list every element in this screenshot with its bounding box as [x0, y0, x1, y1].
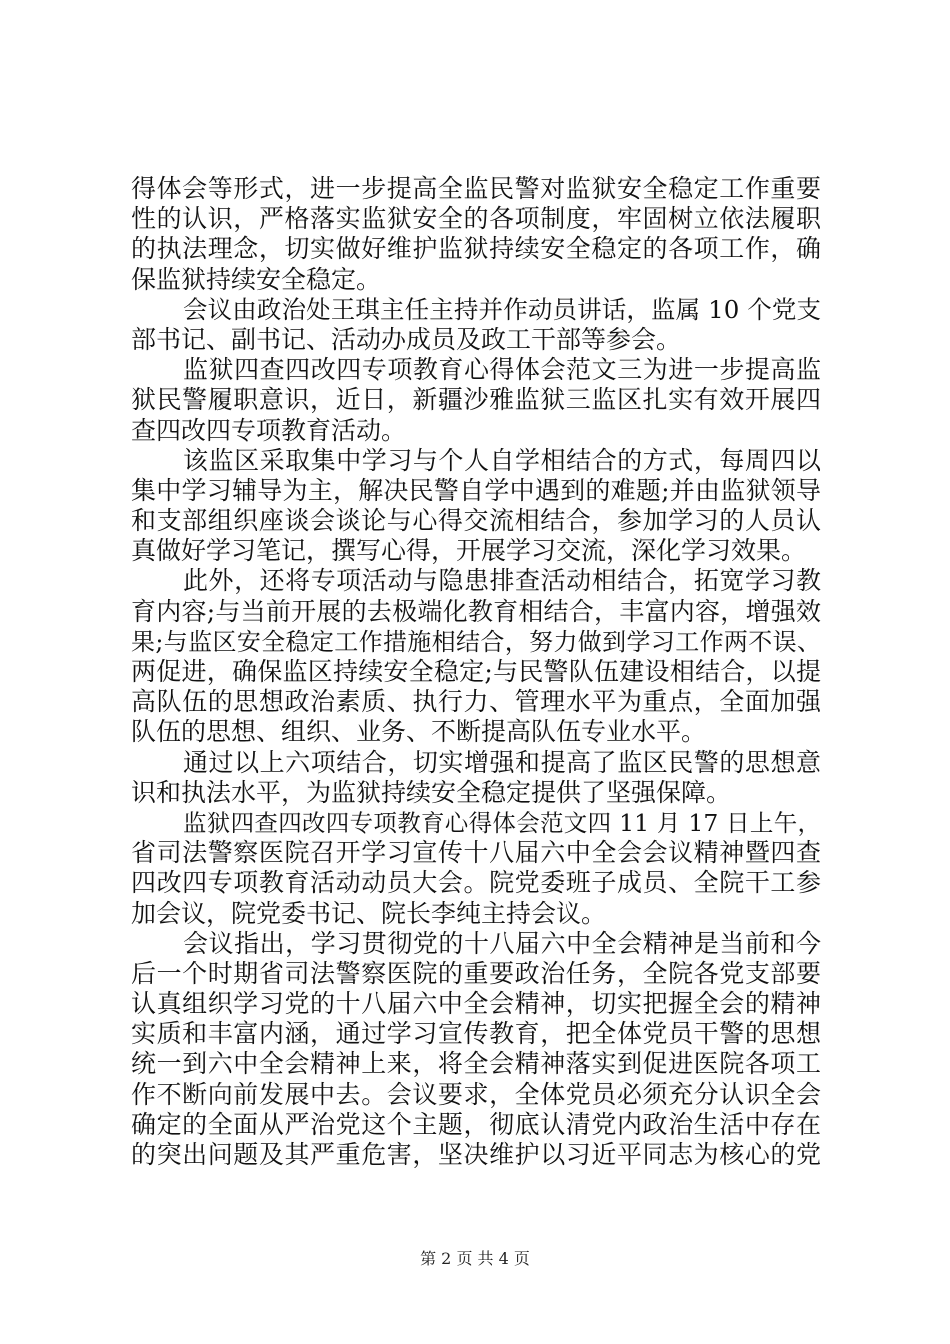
text-line: 果;与监区安全稳定工作措施相结合，努力做到学习工作两不误、	[131, 627, 821, 656]
text-line: 认真组织学习党的十八届六中全会精神，切实把握全会的精神	[131, 989, 821, 1019]
text-line: 后一个时期省司法警察医院的重要政治任务，全院各党支部要	[131, 958, 821, 988]
text-line: 部书记、副书记、活动办成员及政工干部等参会。	[131, 324, 682, 354]
text-line: 队伍的思想、组织、业务、不断提高队伍专业水平。	[131, 717, 707, 747]
text-line: 查四改四专项教育活动。	[131, 415, 407, 445]
text-line: 确定的全面从严治党这个主题，彻底认清党内政治生活中存在	[131, 1109, 821, 1139]
text-line: 性的认识，严格落实监狱安全的各项制度，牢固树立依法履职	[131, 204, 821, 234]
text-line: 加会议，院党委书记、院长李纯主持会议。	[131, 898, 607, 928]
text-line: 会议指出，学习贯彻党的十八届六中全会精神是当前和今	[183, 928, 821, 958]
text-line: 此外，还将专项活动与隐患排查活动相结合，拓宽学习教	[183, 566, 821, 596]
text-line: 和支部组织座谈会谈论与心得交流相结合，参加学习的人员认	[131, 506, 821, 536]
text-line: 统一到六中全会精神上来，将全会精神落实到促进医院各项工	[131, 1049, 821, 1079]
text-line: 该监区采取集中学习与个人自学相结合的方式，每周四以	[183, 445, 821, 475]
text-line: 狱民警履职意识，近日，新疆沙雅监狱三监区扎实有效开展四	[131, 385, 821, 415]
text-line: 实质和丰富内涵，通过学习宣传教育，把全体党员干警的思想	[131, 1019, 821, 1049]
text-line: 省司法警察医院召开学习宣传十八届六中全会会议精神暨四查	[131, 838, 821, 868]
text-line: 通过以上六项结合，切实增强和提高了监区民警的思想意	[183, 747, 821, 777]
text-line: 四改四专项教育活动动员大会。院党委班子成员、全院干工参	[131, 868, 821, 898]
text-line: 真做好学习笔记，撰写心得，开展学习交流，深化学习效果。	[131, 536, 807, 566]
document-body	[131, 174, 821, 1170]
text-line: 高队伍的思想政治素质、执行力、管理水平为重点，全面加强	[131, 687, 821, 717]
text-line: 育内容;与当前开展的去极端化教育相结合，丰富内容，增强效	[131, 596, 821, 626]
text-line: 作不断向前发展中去。会议要求，全体党员必须充分认识全会	[131, 1079, 821, 1109]
text-line: 的执法理念，切实做好维护监狱持续安全稳定的各项工作，确	[131, 234, 821, 264]
page-footer: 第 2 页 共 4 页	[420, 1249, 530, 1268]
text-line: 两促进，确保监区持续安全稳定;与民警队伍建设相结合，以提	[131, 657, 821, 686]
text-line: 得体会等形式，进一步提高全监民警对监狱安全稳定工作重要	[131, 174, 821, 203]
text-line: 监狱四查四改四专项教育心得体会范文三为进一步提高监	[183, 355, 821, 385]
text-line: 集中学习辅导为主，解决民警自学中遇到的难题;并由监狱领导	[131, 475, 821, 505]
text-line: 会议由政治处王琪主任主持并作动员讲话，监属 10 个党支	[183, 294, 821, 324]
text-line: 监狱四查四改四专项教育心得体会范文四 11 月 17 日上午，	[183, 808, 821, 837]
text-line: 保监狱持续安全稳定。	[131, 264, 382, 294]
text-line: 的突出问题及其严重危害，坚决维护以习近平同志为核心的党	[131, 1140, 821, 1169]
text-line: 识和执法水平，为监狱持续安全稳定提供了坚强保障。	[131, 777, 732, 807]
